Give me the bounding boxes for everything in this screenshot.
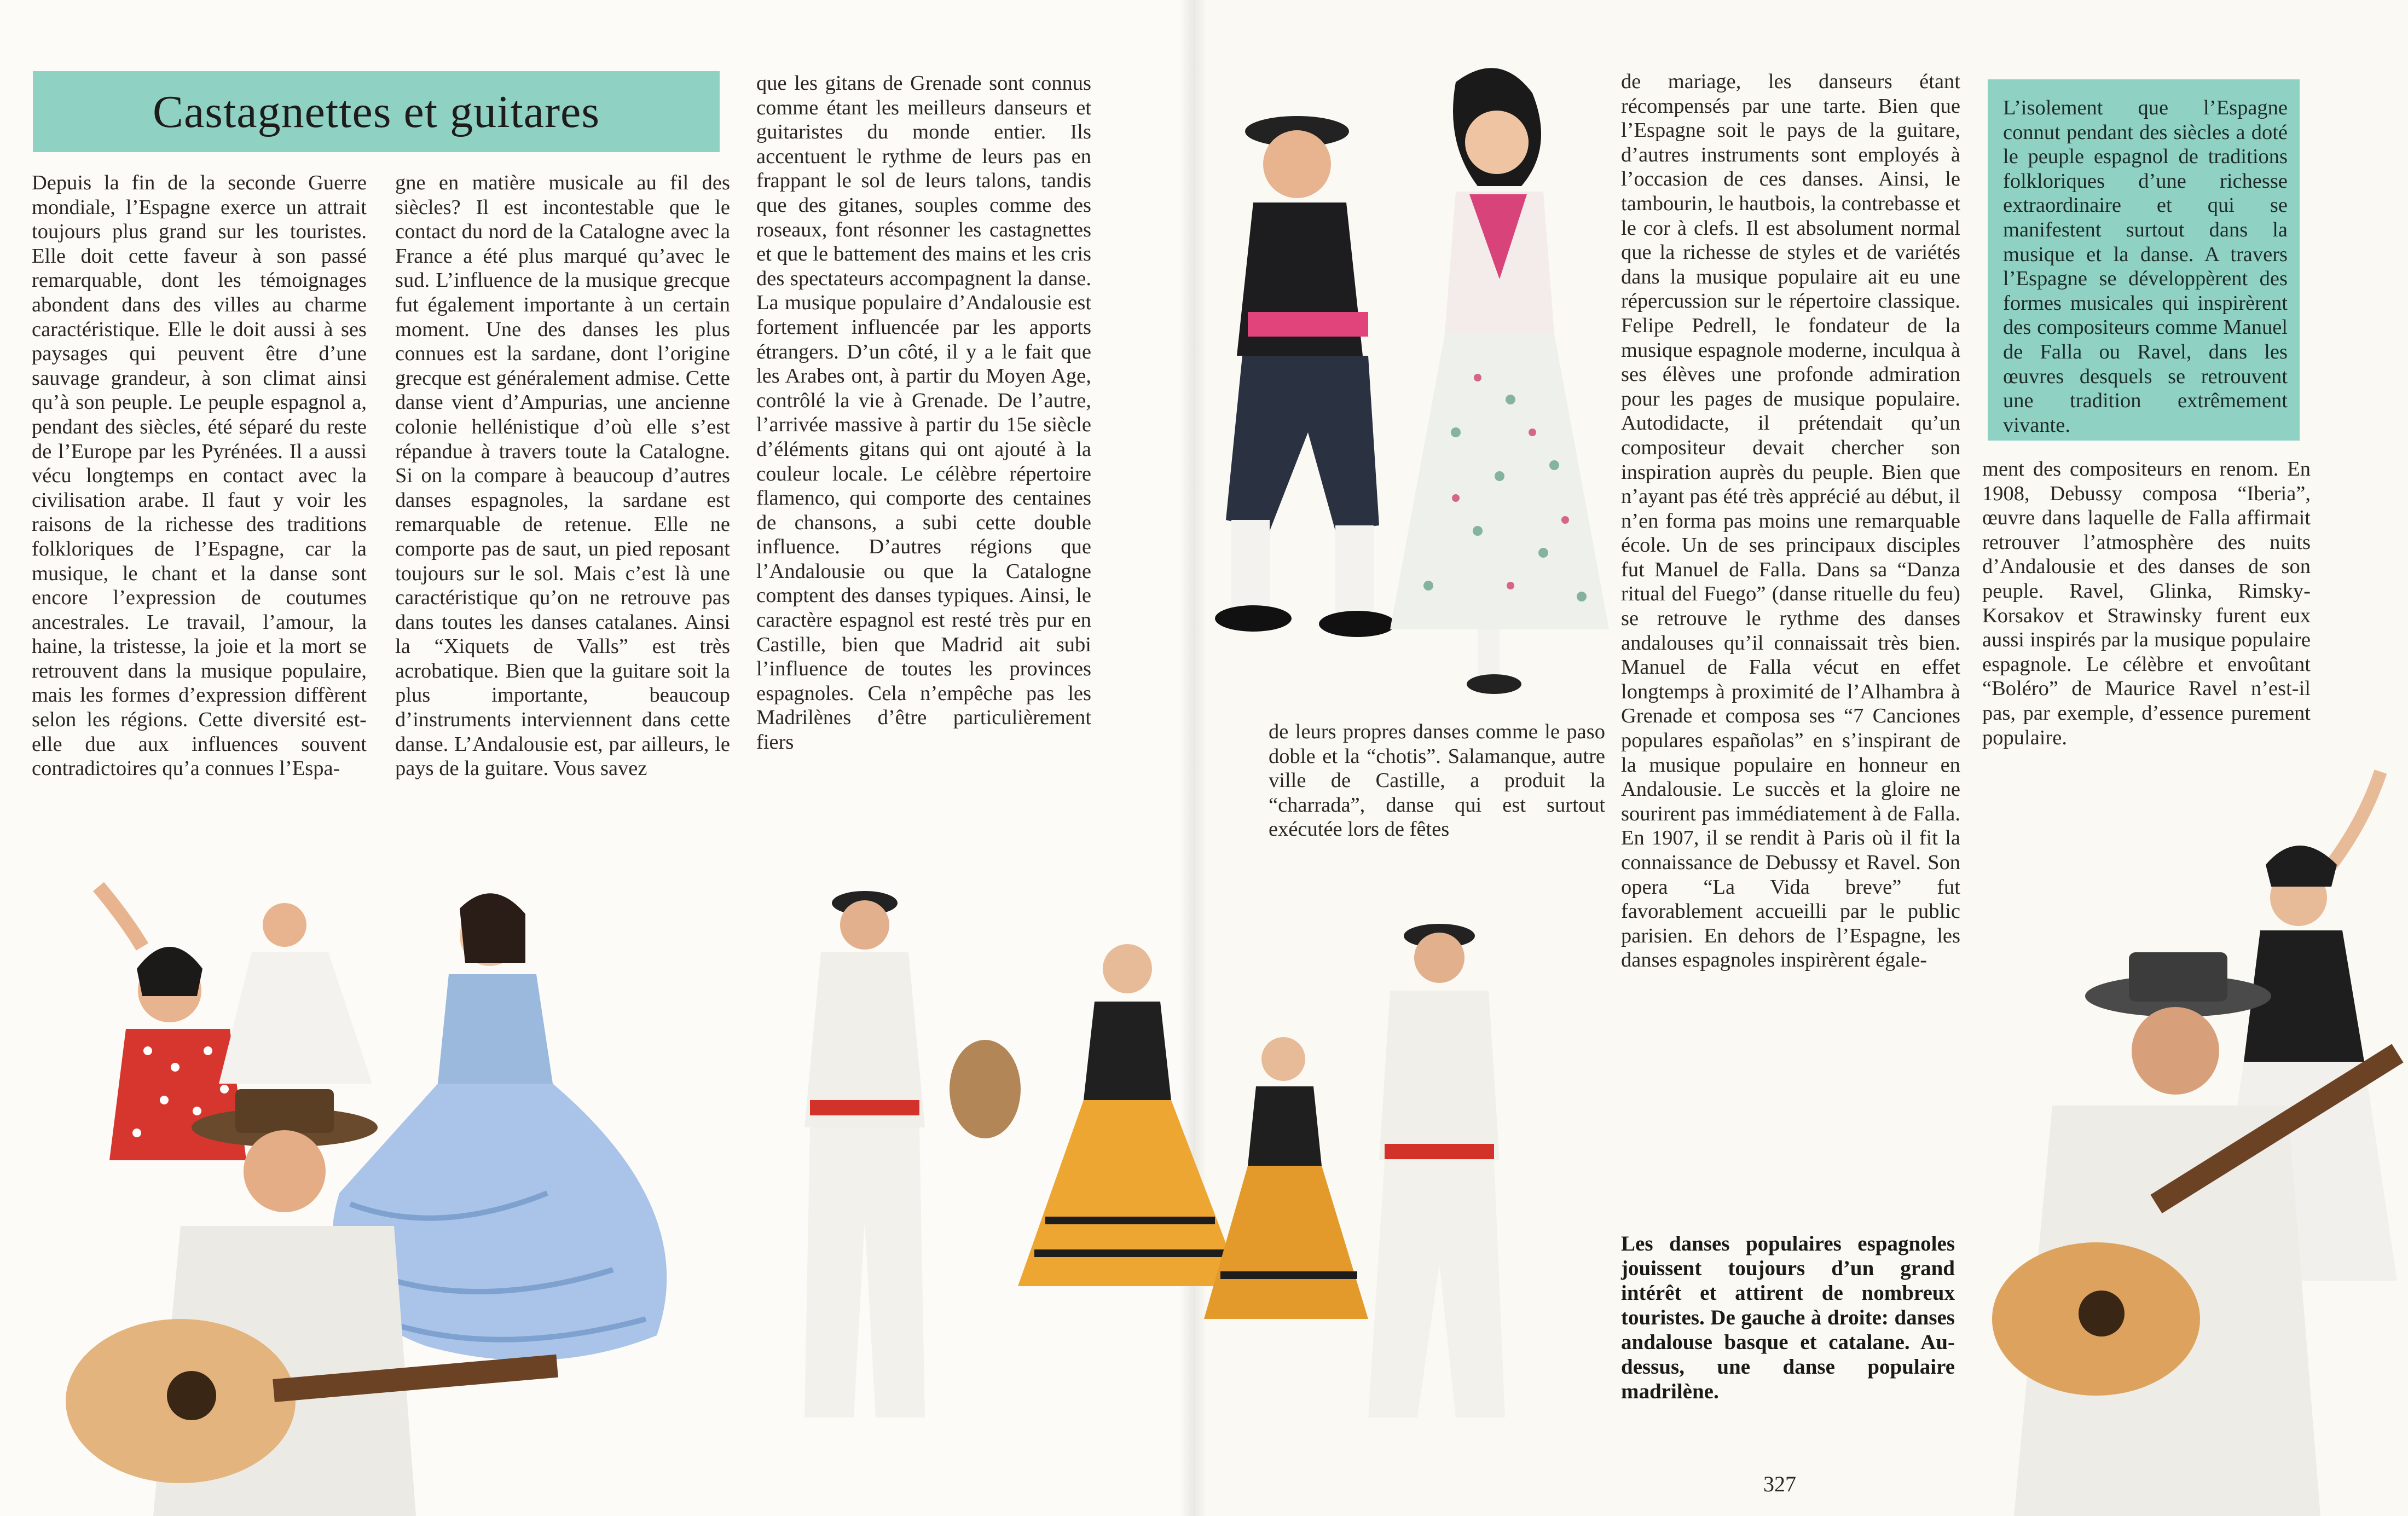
woman-skirt (1390, 334, 1609, 629)
guitar-soundhole (2079, 1291, 2125, 1336)
man-trousers (1226, 356, 1379, 531)
illustration-caption: Les danses populaires espagnoles jouissent toujours d’un grand intérêt et attirent de nombreux touristes. De gauche à droite: danses andalouse basque et catalane. Au-dessus, une danse populaire madrilène. (1621, 1232, 1955, 1403)
dancer-raised-arm (2331, 772, 2381, 865)
article-title: Castagnettes et guitares (152, 86, 600, 137)
basque-catalan-drawing (761, 870, 1604, 1450)
drum (950, 1040, 1021, 1138)
man-2-trousers (1368, 1160, 1505, 1417)
andalusian-dance-drawing (0, 854, 761, 1516)
man-1-head (840, 900, 889, 950)
man-1-sash (810, 1100, 919, 1115)
dancer-headdress (2266, 846, 2337, 887)
man-sock-right (1335, 525, 1374, 613)
text-column-5: de mariage, les danseurs étant récompensés par une tarte. Bien que l’Espagne soit le pays de la guitare, d’autres instruments sont employés à l’occasion de ces danses. Ainsi, le tambourin, le hautbois, la contrebasse et le cor à clefs. Il est absolument normal que la richesse de styles et de variétés dans la musique populaire ait eu une répercussion sur le répertoire classique. Felipe Pedrell, le fondateur de la musique espagnole moderne, inculqua à ses élèves une profonde admiration pour les pages de musique populaire. Autodidacte, il prétendait qu’un compositeur devait chercher son inspiration auprès du peuple. Bien que n’ayant pas été très apprécié au début, il n’en forma pas moins une remarquable école. Un de ses principaux disciples fut Manuel de Falla. Dans sa “Danza ritual del Fuego” (danse rituelle du feu) se retrouve le rythme des danses andalouses qu’il connaissait très bien. Manuel de Falla vécut en effet longtemps à proximité de l’Alhambra à Grenade et composa ses “7 Canciones populares españolas” en s’inspirant de la musique populaire en honneur en Andalousie. Le succès et la gloire ne sourirent pas immédiatement à de Falla. En 1907, il se rendit à Paris où il fit la connaissance de Debussy et Ravel. Son opera “La Vida breve” fut favorablement accueilli par le public parisien. En dehors de l’Espagne, les danses espagnoles inspirèrent égale- (1621, 70, 1960, 972)
child-head (263, 903, 306, 947)
dancer-arm (99, 887, 142, 947)
flamenco-bodice (438, 974, 553, 1084)
page-number: 327 (1763, 1472, 1796, 1496)
text-column-2: gne en matière musicale au fil des siècles? Il est incontestable que le contact du nord de la Catalogne avec la France a été plus marqué qu’avec le sud. L’influence de la musique grecque fut également importante à un certain moment. Une des danses les plus connues est la sardane, dont l’origine grecque est généralement admise. Cette danse vient d’Ampurias, une ancienne colonie hellénistique d’où elle s’est répandue à travers toute la Catalogne. Si on la compare à beaucoup d’autres danses espagnoles, la sardane est remarquable de retenue. Elle ne comporte pas de saut, un pied reposant toujours sur le sol. Mais c’est là une caractéristique qu’on ne retrouve pas dans toutes les danses catalanes. Ainsi la “Xiquets de Valls” est très acrobatique. Bien que la guitare soit la plus importante, beaucoup d’instruments interviennent dans cette danse. L’Andalousie est, par ailleurs, le pays de la guitare. Vous savez (395, 171, 730, 780)
text-column-4: de leurs propres danses comme le paso doble et la “chotis”. Salamanque, autre ville de Castille, a produit la “charrada”, danse qui est surtout exécutée lors de fêtes (1269, 720, 1605, 841)
guitar-soundhole (167, 1371, 216, 1420)
woman-2-bodice (1248, 1086, 1322, 1166)
man-sash (1248, 312, 1368, 337)
woman-1-head (1103, 944, 1152, 993)
flamenco-hair (460, 893, 525, 963)
woman-1-skirt (1018, 1100, 1242, 1286)
man-shoe-left (1215, 605, 1292, 632)
text-column-1: Depuis la fin de la seconde Guerre mondiale, l’Espagne exerce un attrait toujours plus grand sur les touristes. Elle doit cette faveur à son passé remarquable, dont les témoignages abondent dans des villes au charme caractéristique. Elle le doit aussi à ses paysages qui peuvent être d’une sauvage grandeur, à son climat ainsi qu’à son peuple. Le peuple espagnol a, pendant des siècles, été séparé du reste de l’Europe par les Pyrénées. Il a aussi vécu longtemps en contact avec la civilisation arabe. Il faut y voir les raisons de la richesse des traditions folkloriques de l’Espagne, car la musique, le chant et la danse sont encore l’expression de coutumes ancestrales. Le travail, l’amour, la haine, la tristesse, la joie et la mort se retrouvent dans la musique populaire, mais les formes d’expression diffèrent selon les régions. Cette diversité est-elle due aux influences souvent contradictoires qu’a connues l’Espa- (32, 171, 367, 780)
illustration-basque-catalan-dance (761, 870, 1604, 1450)
man-head (1263, 130, 1331, 198)
title-banner (33, 71, 720, 152)
guitarist-head (244, 1130, 326, 1212)
intro-box (1988, 79, 2300, 441)
dancer-hair (137, 947, 202, 996)
guitarist-right-drawing (1872, 755, 2408, 1516)
man-1-trousers (804, 1127, 925, 1417)
woman-1-bodice (1084, 1002, 1171, 1100)
guitarist-head (2132, 1007, 2219, 1095)
woman-head (1465, 111, 1529, 174)
illustration-andalusian-dance (0, 854, 761, 1516)
hat-crown (2129, 952, 2227, 1002)
intro-text: L’isolement que l’Espagne connut pendant des siècles a doté le peuple espagnol de traditions folkloriques d’une richesse extraordinaire et qui se manifestent surtout dans la musique et la danse. A travers l’Espagne se développèrent des formes musicales qui inspirèrent des compositeurs comme Manuel de Falla ou Ravel, dans les œuvres desquels se retrouvent une tradition extrêmement vivante. (2003, 96, 2288, 437)
man-shoe-right (1319, 611, 1396, 637)
woman-2-head (1261, 1037, 1305, 1081)
woman-shoe (1467, 674, 1521, 694)
woman-2-skirt (1204, 1166, 1368, 1319)
man-2-shirt (1379, 991, 1500, 1160)
man-2-head (1414, 933, 1465, 983)
child-dress (219, 952, 372, 1084)
text-column-6: ment des compositeurs en renom. En 1908, Debussy composa “Iberia”, œuvre dans laquelle de Falla affirmait retrouver l’atmosphère des nuits d’Andalousie et des danses de son peuple. Ravel, Glinka, Rimsky-Korsakov et Strawinsky furent eux aussi inspirés par la musique populaire espagnole. Le célèbre et envoûtant “Boléro” de Maurice Ravel n’est-il pas, par exemple, d’essence purement populaire. (1982, 458, 2311, 749)
man-2-sash (1385, 1144, 1494, 1159)
illustration-guitarist-right (1872, 755, 2408, 1516)
madrid-couple-drawing (1171, 49, 1620, 722)
text-column-3: que les gitans de Grenade sont connus comme étant les meilleurs danseurs et guitaristes du monde entier. Ils accentuent le rythme de leurs pas en frappant le sol de leurs talons, tandis que des gitanes, souples comme des roseaux, font résonner les castagnettes et que le battement des mains et les cris des spectateurs accompagnent la danse. La musique populaire d’Andalousie est fortement influencée par les apports étrangers. D’un côté, il y a le fait que les Arabes ont, à partir du Moyen Age, contrôlé la vie à Grenade. De l’autre, l’arrivée massive à partir du 15e siècle d’éléments gitans qui ont ajouté à la couleur locale. Le célèbre répertoire flamenco, qui comporte des centaines de chansons, a subi cette double influence. D’autres régions que l’Andalousie ou que la Catalogne comptent des danses typiques. Ainsi, le caractère espagnol est resté très pur en Castille, bien que Madrid ait subi l’influence de toutes les provinces espagnoles. Cela n’empêche pas les Madrilènes d’être particulièrement fiers (756, 72, 1091, 754)
guitarist-hat-crown (235, 1089, 334, 1133)
man-sock-left (1231, 520, 1270, 607)
illustration-madrid-couple (1171, 49, 1620, 722)
woman-leg (1478, 629, 1500, 679)
